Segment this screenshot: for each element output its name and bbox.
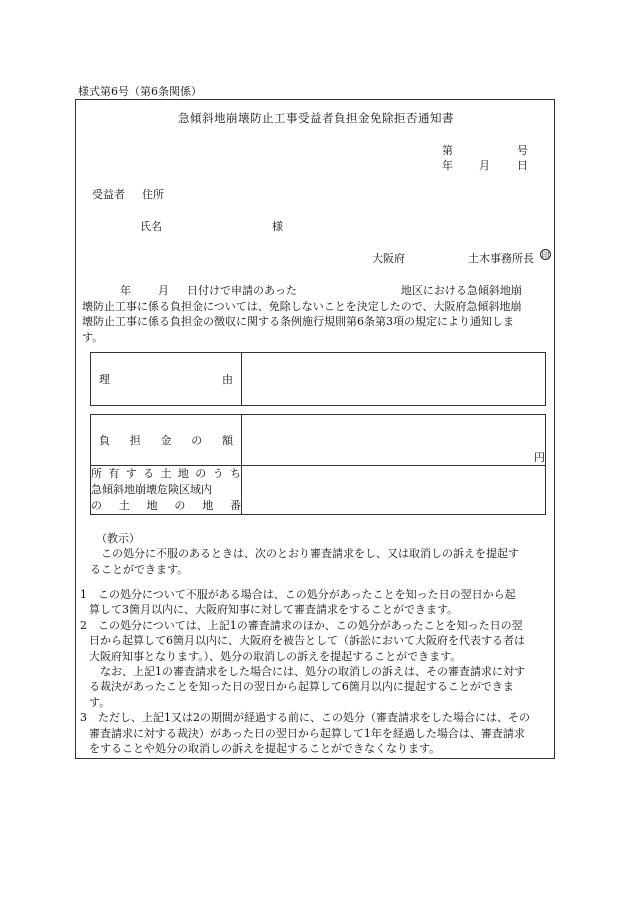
body-applied: 日付けで申請のあった: [187, 284, 297, 297]
notice-item-line: す。: [89, 695, 111, 709]
land-value-cell[interactable]: [242, 466, 546, 515]
recipient-name-label: 氏名: [140, 220, 162, 233]
amount-land-table: [90, 414, 546, 515]
land-label-char: る: [143, 467, 155, 480]
notice-item-line: 日から起算して6箇月以内に、大阪府を被告として（訴訟において大阪府を代表する者は: [89, 634, 525, 648]
notice-item-line: 算して3箇月以内に、大阪府知事に対して審査請求をすることができます。: [89, 603, 459, 617]
sender-office: 土木事務所長: [468, 252, 534, 265]
amount-label-char: 担: [129, 434, 141, 447]
notice-form: [75, 99, 555, 759]
sender-prefecture: 大阪府: [372, 252, 405, 265]
land-label-char: 所: [91, 467, 102, 480]
land-label-char: の: [91, 499, 102, 512]
land-label-char: 土: [118, 499, 130, 512]
recipient-label: 受益者: [92, 188, 125, 201]
land-label-char: の: [174, 499, 186, 512]
yen-unit: 円: [534, 451, 545, 464]
form-number: 様式第6号（第6条関係）: [78, 85, 202, 98]
document-number-label: 第: [442, 144, 453, 157]
notice-lead: [90, 546, 550, 577]
notice-item-line: 審査請求に対する裁決）があった日の翌日から起算して1年を経過した場合は、審査請求: [89, 726, 525, 740]
date-day: 日: [517, 159, 528, 172]
notice-item-line: 2 この処分については、上記1の審査請求のほか、この処分があったことを知った日の翌: [80, 618, 523, 632]
notice-item-line: 3 ただし、上記1又は2の期間が経過する前に、この処分（審査請求をした場合には、その: [80, 711, 530, 725]
amount-label-char: 額: [222, 434, 233, 447]
notice-item-line: 1 この処分について不服がある場合は、この処分があったことを知った日の翌日から起: [80, 588, 516, 601]
land-label-char: す: [125, 467, 137, 480]
notice-items: [80, 587, 552, 756]
notice-item-line: 大阪府知事となります。）、処分の取消しの訴えを提起することができます。: [89, 649, 462, 663]
notice-item-line: なお、上記1の審査請求をした場合には、処分の取消しの訴えは、その審査請求に対す: [89, 665, 525, 679]
land-label-cell: [91, 466, 242, 515]
reason-label-cell: [91, 353, 242, 406]
notice-item-line: る裁決があったことを知った日の翌日から起算して6箇月以内に提起することができま: [89, 680, 514, 694]
document-title: 急傾斜地崩壊防止工事受益者負担金免除拒否通知書: [178, 111, 454, 125]
amount-label-char: 金: [160, 434, 172, 447]
notice-lead-line: この処分に不服のあるときは、次のとおり審査請求をし、又は取消しの訴えを提起す: [101, 547, 519, 560]
land-label-char: 番: [229, 499, 241, 512]
recipient-address-label: 住所: [142, 188, 164, 201]
body-line: 壊防止工事に係る負担金の徴収に関する条例施行規則第6条第3項の規定により通知しま: [82, 315, 514, 328]
notice-heading: （教示）: [96, 532, 140, 545]
land-label-char: ち: [230, 467, 241, 480]
body-line: [82, 283, 552, 299]
reason-label-char: 理: [99, 373, 110, 386]
seal-mark: 印: [541, 251, 550, 260]
document-number-suffix: 号: [517, 144, 528, 157]
date-year: 年: [442, 159, 453, 172]
body-year: 年: [120, 284, 131, 297]
body-text: [82, 283, 552, 345]
body-district: 地区における急傾斜地崩: [400, 284, 522, 297]
land-label-char: の: [195, 467, 207, 480]
body-line: 壊防止工事に係る負担金については、免除しないことを決定したので、大阪府急傾斜地崩: [82, 299, 522, 313]
body-line: す。: [82, 330, 104, 344]
date-month: 月: [479, 159, 490, 172]
land-label-line: 急傾斜地崩壊危険区域内: [91, 483, 212, 496]
notice-item-line: をすることや処分の取消しの訴えを提起することができなくなります。: [89, 742, 441, 756]
reason-value-cell[interactable]: [242, 353, 546, 406]
amount-label-char: の: [191, 434, 203, 447]
amount-value-cell[interactable]: [242, 415, 546, 466]
body-month: 月: [158, 284, 169, 297]
amount-label-cell: [91, 415, 242, 466]
reason-label-char: 由: [222, 373, 233, 386]
land-label-char: 有: [108, 467, 120, 480]
notice-lead-line: ることができます。: [90, 562, 189, 576]
land-label-char: う: [212, 467, 224, 480]
reason-table: [90, 352, 546, 406]
land-label-char: 土: [160, 467, 172, 480]
land-label-char: 地: [146, 499, 158, 512]
land-label-char: 地: [202, 499, 214, 512]
recipient-honorific: 様: [272, 220, 283, 233]
land-label-char: 地: [177, 467, 189, 480]
amount-label-char: 負: [99, 434, 110, 447]
